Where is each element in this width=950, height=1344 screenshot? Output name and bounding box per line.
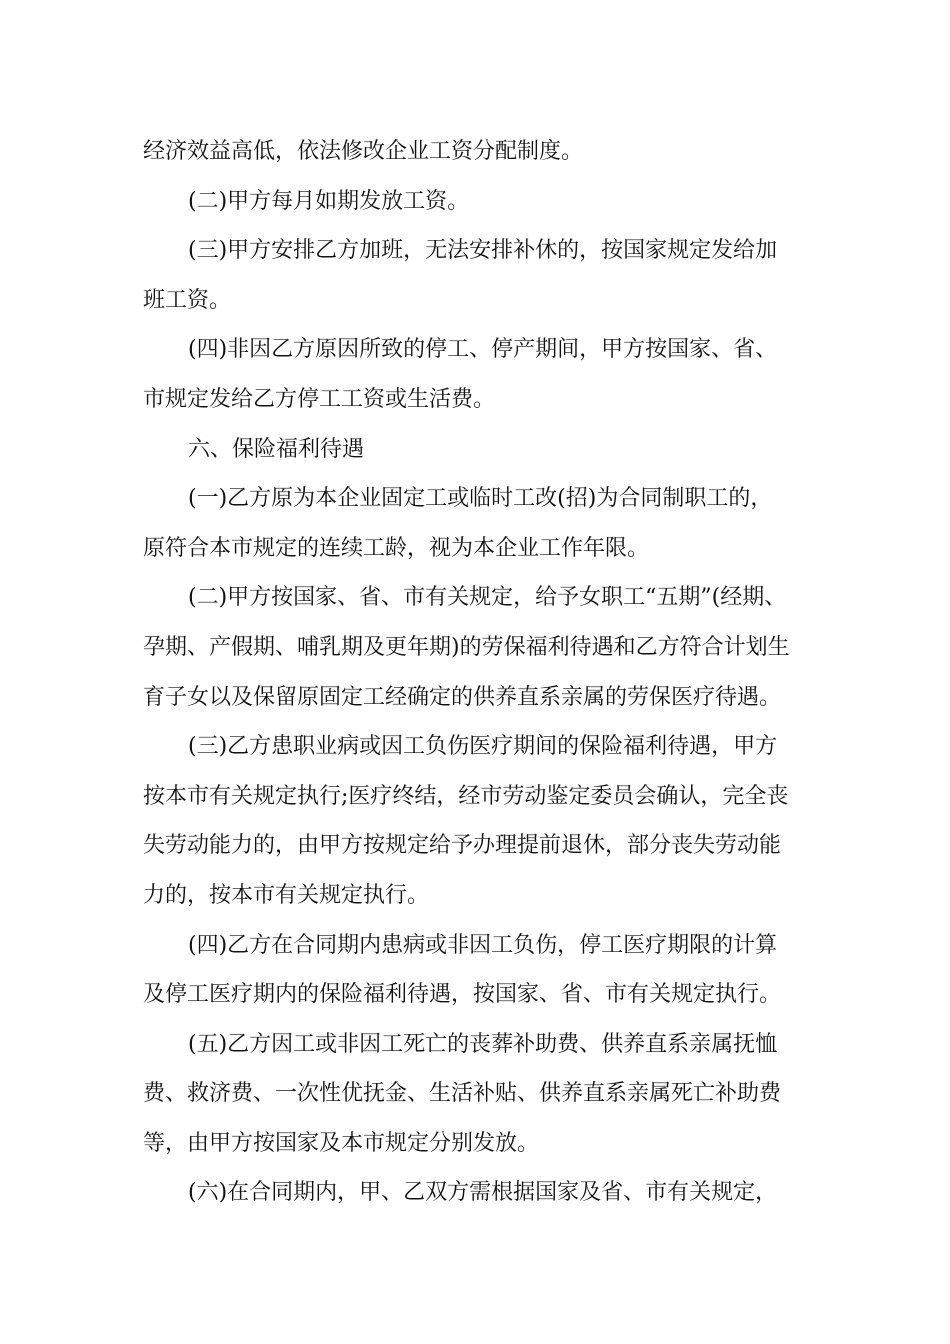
text-line: 按本市有关规定执行;医疗终结，经市劳动鉴定委员会确认，完全丧 [143,783,789,809]
text-line: (六)在合同期内，甲、乙双方需根据国家及省、市有关规定， [188,1180,778,1206]
text-line: (二)甲方每月如期发放工资。 [188,188,470,214]
section-heading: 六、保险福利待遇 [188,436,365,462]
text-line: 等，由甲方按国家及本市规定分别发放。 [143,1130,540,1156]
text-line: 及停工医疗期内的保险福利待遇，按国家、省、市有关规定执行。 [143,982,782,1008]
text-line: (一)乙方原为本企业固定工或临时工改(招)为合同制职工的， [188,486,773,512]
text-line: 市规定发给乙方停工工资或生活费。 [143,386,496,412]
text-line: 原符合本市规定的连续工龄，视为本企业工作年限。 [143,535,650,561]
text-line: 经济效益高低，依法修改企业工资分配制度。 [143,139,584,164]
text-line: (五)乙方因工或非因工死亡的丧葬补助费、供养直系亲属抚恤 [188,1031,778,1057]
text-line: (三)甲方安排乙方加班，无法安排补休的，按国家规定发给加 [188,238,778,264]
text-line: 失劳动能力的，由甲方按规定给予办理提前退休，部分丧失劳动能 [143,833,782,859]
text-line: (三)乙方患职业病或因工负伤医疗期间的保险福利待遇，甲方 [188,734,778,760]
text-line: 孕期、产假期、哺乳期及更年期)的劳保福利待遇和乙方符合计划生 [143,634,790,660]
document-body [143,127,811,1218]
text-line: (四)非因乙方原因所致的停工、停产期间，甲方按国家、省、 [188,337,778,363]
text-line: 育子女以及保留原固定工经确定的供养直系亲属的劳保医疗待遇。 [143,684,782,710]
text-line: 费、救济费、一次性优抚金、生活补贴、供养直系亲属死亡补助费 [143,1081,782,1107]
text-line: 力的，按本市有关规定执行。 [143,882,430,908]
text-line: (四)乙方在合同期内患病或非因工负伤，停工医疗期限的计算 [188,932,778,958]
text-line: (二)甲方按国家、省、市有关规定，给予女职工“五期”(经期、 [188,585,787,611]
text-line: 班工资。 [143,287,232,313]
